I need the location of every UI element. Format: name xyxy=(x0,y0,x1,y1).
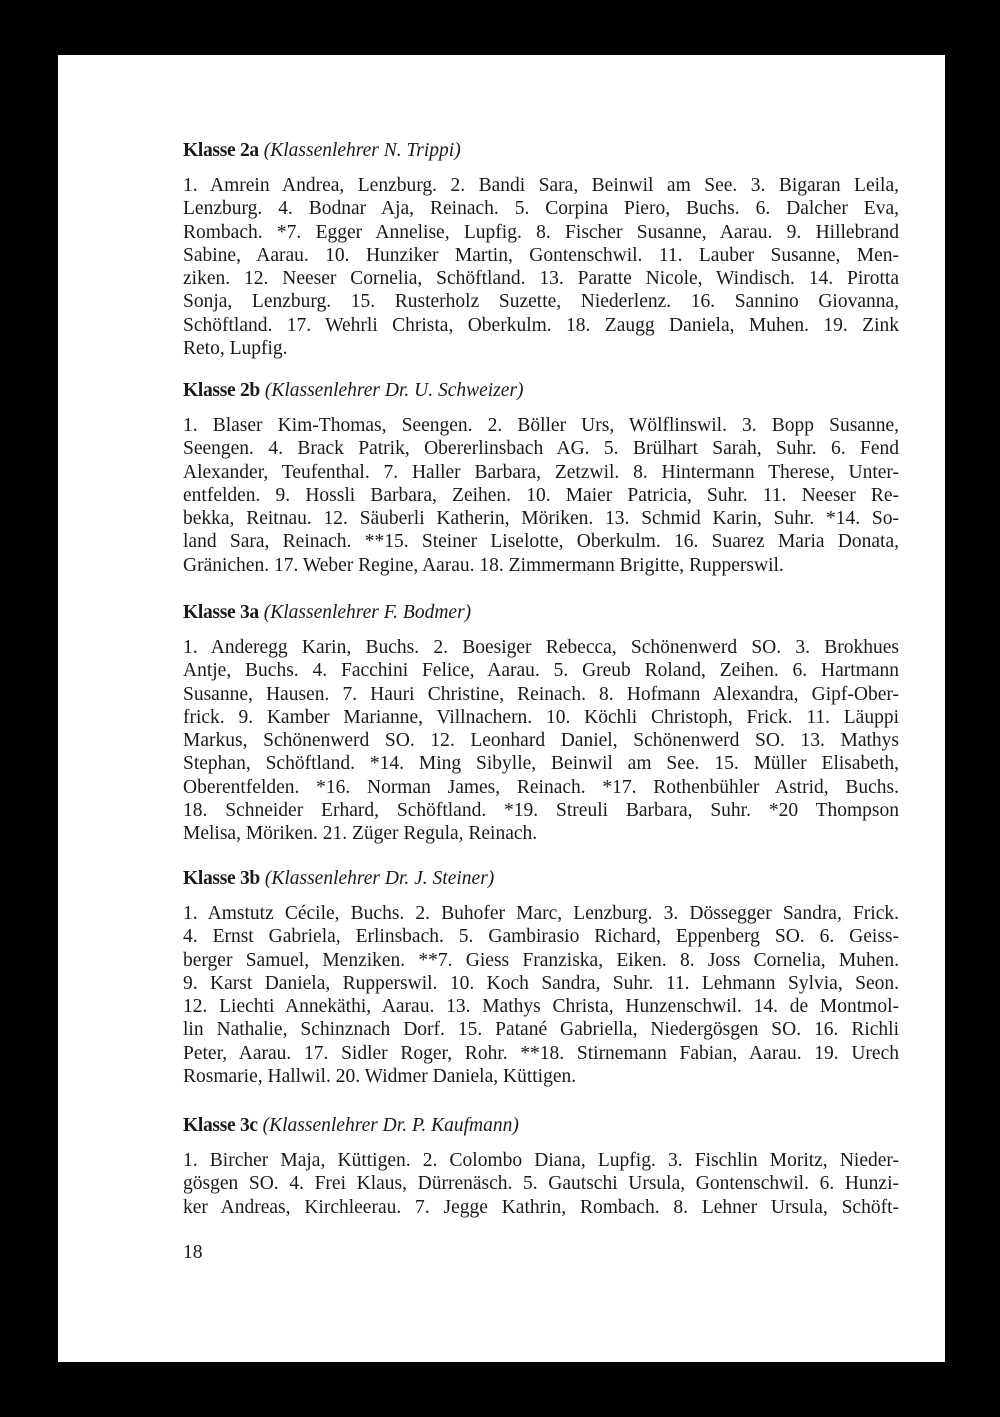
student-list-line: bekka, Reitnau. 12. Säuberli Katherin, Möriken. 13. Schmid Karin, Suhr. *14. So- xyxy=(183,508,899,530)
student-list-line: Susanne, Hausen. 7. Hauri Christine, Reinach. 8. Hofmann Alexandra, Gipf-Ober- xyxy=(183,683,899,705)
student-list-line: 18. Schneider Erhard, Schöftland. *19. Streuli Barbara, Suhr. *20 Thompson xyxy=(183,800,899,822)
section-heading xyxy=(183,867,899,890)
class-teacher: (Klassenlehrer Dr. J. Steiner) xyxy=(264,868,495,889)
student-list-line: 1. Amstutz Cécile, Buchs. 2. Buhofer Marc, Lenzburg. 3. Dössegger Sandra, Frick. xyxy=(183,903,899,924)
section-heading xyxy=(183,601,899,624)
student-list-line: 1. Amrein Andrea, Lenzburg. 2. Bandi Sara, Beinwil am See. 3. Bigaran Leila, xyxy=(183,175,899,196)
section-heading xyxy=(183,139,899,162)
student-list-line: Antje, Buchs. 4. Facchini Felice, Aarau. 5. Greub Roland, Zeihen. 6. Hartmann xyxy=(183,660,899,682)
student-list xyxy=(183,414,899,577)
student-list-line: Rosmarie, Hallwil. 20. Widmer Daniela, Küttigen. xyxy=(183,1066,577,1088)
page-number: 18 xyxy=(183,1242,203,1263)
student-list-line: Rombach. *7. Egger Annelise, Lupfig. 8. Fischer Susanne, Aarau. 9. Hillebrand xyxy=(183,221,899,243)
student-list-line: ker Andreas, Kirchleerau. 7. Jegge Kathrin, Rombach. 8. Lehner Ursula, Schöft- xyxy=(183,1196,899,1218)
student-list-line: Sonja, Lenzburg. 15. Rusterholz Suzette, Niederlenz. 16. Sannino Giovanna, xyxy=(183,291,899,313)
student-list-line: 1. Anderegg Karin, Buchs. 2. Boesiger Rebecca, Schönenwerd SO. 3. Brokhues xyxy=(183,637,899,658)
class-section xyxy=(183,379,899,577)
student-list xyxy=(183,1149,899,1219)
student-list xyxy=(183,174,899,360)
student-list-line: Seengen. 4. Brack Patrik, Obererlinsbach AG. 5. Brülhart Sarah, Suhr. 6. Fend xyxy=(183,438,899,460)
class-teacher: (Klassenlehrer F. Bodmer) xyxy=(263,602,472,623)
student-list-line: frick. 9. Kamber Marianne, Villnachern. 10. Köchli Christoph, Frick. 11. Läuppi xyxy=(183,706,899,728)
class-name: Klasse 2a xyxy=(183,140,259,161)
class-section xyxy=(183,867,899,1088)
student-list xyxy=(183,636,899,846)
student-list-line: 1. Bircher Maja, Küttigen. 2. Colombo Diana, Lupfig. 3. Fischlin Moritz, Nieder- xyxy=(183,1150,899,1171)
student-list-line: 1. Blaser Kim-Thomas, Seengen. 2. Böller Urs, Wölflinswil. 3. Bopp Susanne, xyxy=(183,415,899,436)
student-list-line: lin Nathalie, Schinznach Dorf. 15. Patané Gabriella, Niedergösgen SO. 16. Richli xyxy=(183,1019,899,1041)
student-list-line: Schöftland. 17. Wehrli Christa, Oberkulm. 18. Zaugg Daniela, Muhen. 19. Zink xyxy=(183,314,899,336)
student-list-line: Melisa, Möriken. 21. Züger Regula, Reinach. xyxy=(183,823,538,845)
student-list-line: gösgen SO. 4. Frei Klaus, Dürrenäsch. 5. Gautschi Ursula, Gontenschwil. 6. Hunzi- xyxy=(183,1173,899,1195)
class-section xyxy=(183,1114,899,1219)
student-list-line: Markus, Schönenwerd SO. 12. Leonhard Daniel, Schönenwerd SO. 13. Mathys xyxy=(183,730,899,752)
student-list-line: Oberentfelden. *16. Norman James, Reinach. *17. Rothenbühler Astrid, Buchs. xyxy=(183,776,899,798)
class-teacher: (Klassenlehrer N. Trippi) xyxy=(263,140,461,161)
student-list-line: 12. Liechti Annekäthi, Aarau. 13. Mathys Christa, Hunzenschwil. 14. de Montmol- xyxy=(183,996,899,1018)
class-name: Klasse 2b xyxy=(183,380,260,401)
class-teacher: (Klassenlehrer Dr. U. Schweizer) xyxy=(264,380,524,401)
class-section xyxy=(183,601,899,846)
class-name: Klasse 3c xyxy=(183,1115,258,1136)
student-list-line: Peter, Aarau. 17. Sidler Roger, Rohr. **18. Stirnemann Fabian, Aarau. 19. Urech xyxy=(183,1042,899,1064)
student-list-line: berger Samuel, Menziken. **7. Giess Franziska, Eiken. 8. Joss Cornelia, Muhen. xyxy=(183,949,899,971)
student-list-line: land Sara, Reinach. **15. Steiner Liselotte, Oberkulm. 16. Suarez Maria Donata, xyxy=(183,531,899,553)
student-list xyxy=(183,902,899,1088)
student-list-line: 9. Karst Daniela, Rupperswil. 10. Koch Sandra, Suhr. 11. Lehmann Sylvia, Seon. xyxy=(183,972,899,994)
student-list-line: Reto, Lupfig. xyxy=(183,338,288,360)
class-name: Klasse 3a xyxy=(183,602,259,623)
class-teacher: (Klassenlehrer Dr. P. Kaufmann) xyxy=(262,1115,519,1136)
class-name: Klasse 3b xyxy=(183,868,260,889)
student-list-line: Alexander, Teufenthal. 7. Haller Barbara, Zetzwil. 8. Hintermann Therese, Unter- xyxy=(183,461,899,483)
section-heading xyxy=(183,379,899,402)
section-heading xyxy=(183,1114,899,1137)
student-list-line: entfelden. 9. Hossli Barbara, Zeihen. 10. Maier Patricia, Suhr. 11. Neeser Re- xyxy=(183,484,899,506)
student-list-line: 4. Ernst Gabriela, Erlinsbach. 5. Gambirasio Richard, Eppenberg SO. 6. Geiss- xyxy=(183,926,899,948)
student-list-line: Sabine, Aarau. 10. Hunziker Martin, Gontenschwil. 11. Lauber Susanne, Men- xyxy=(183,244,899,266)
student-list-line: Stephan, Schöftland. *14. Ming Sibylle, Beinwil am See. 15. Müller Elisabeth, xyxy=(183,753,899,775)
student-list-line: Gränichen. 17. Weber Regine, Aarau. 18. Zimmermann Brigitte, Rupperswil. xyxy=(183,554,784,576)
class-section xyxy=(183,139,899,360)
student-list-line: ziken. 12. Neeser Cornelia, Schöftland. 13. Paratte Nicole, Windisch. 14. Pirotta xyxy=(183,268,899,290)
student-list-line: Lenzburg. 4. Bodnar Aja, Reinach. 5. Corpina Piero, Buchs. 6. Dalcher Eva, xyxy=(183,198,899,220)
